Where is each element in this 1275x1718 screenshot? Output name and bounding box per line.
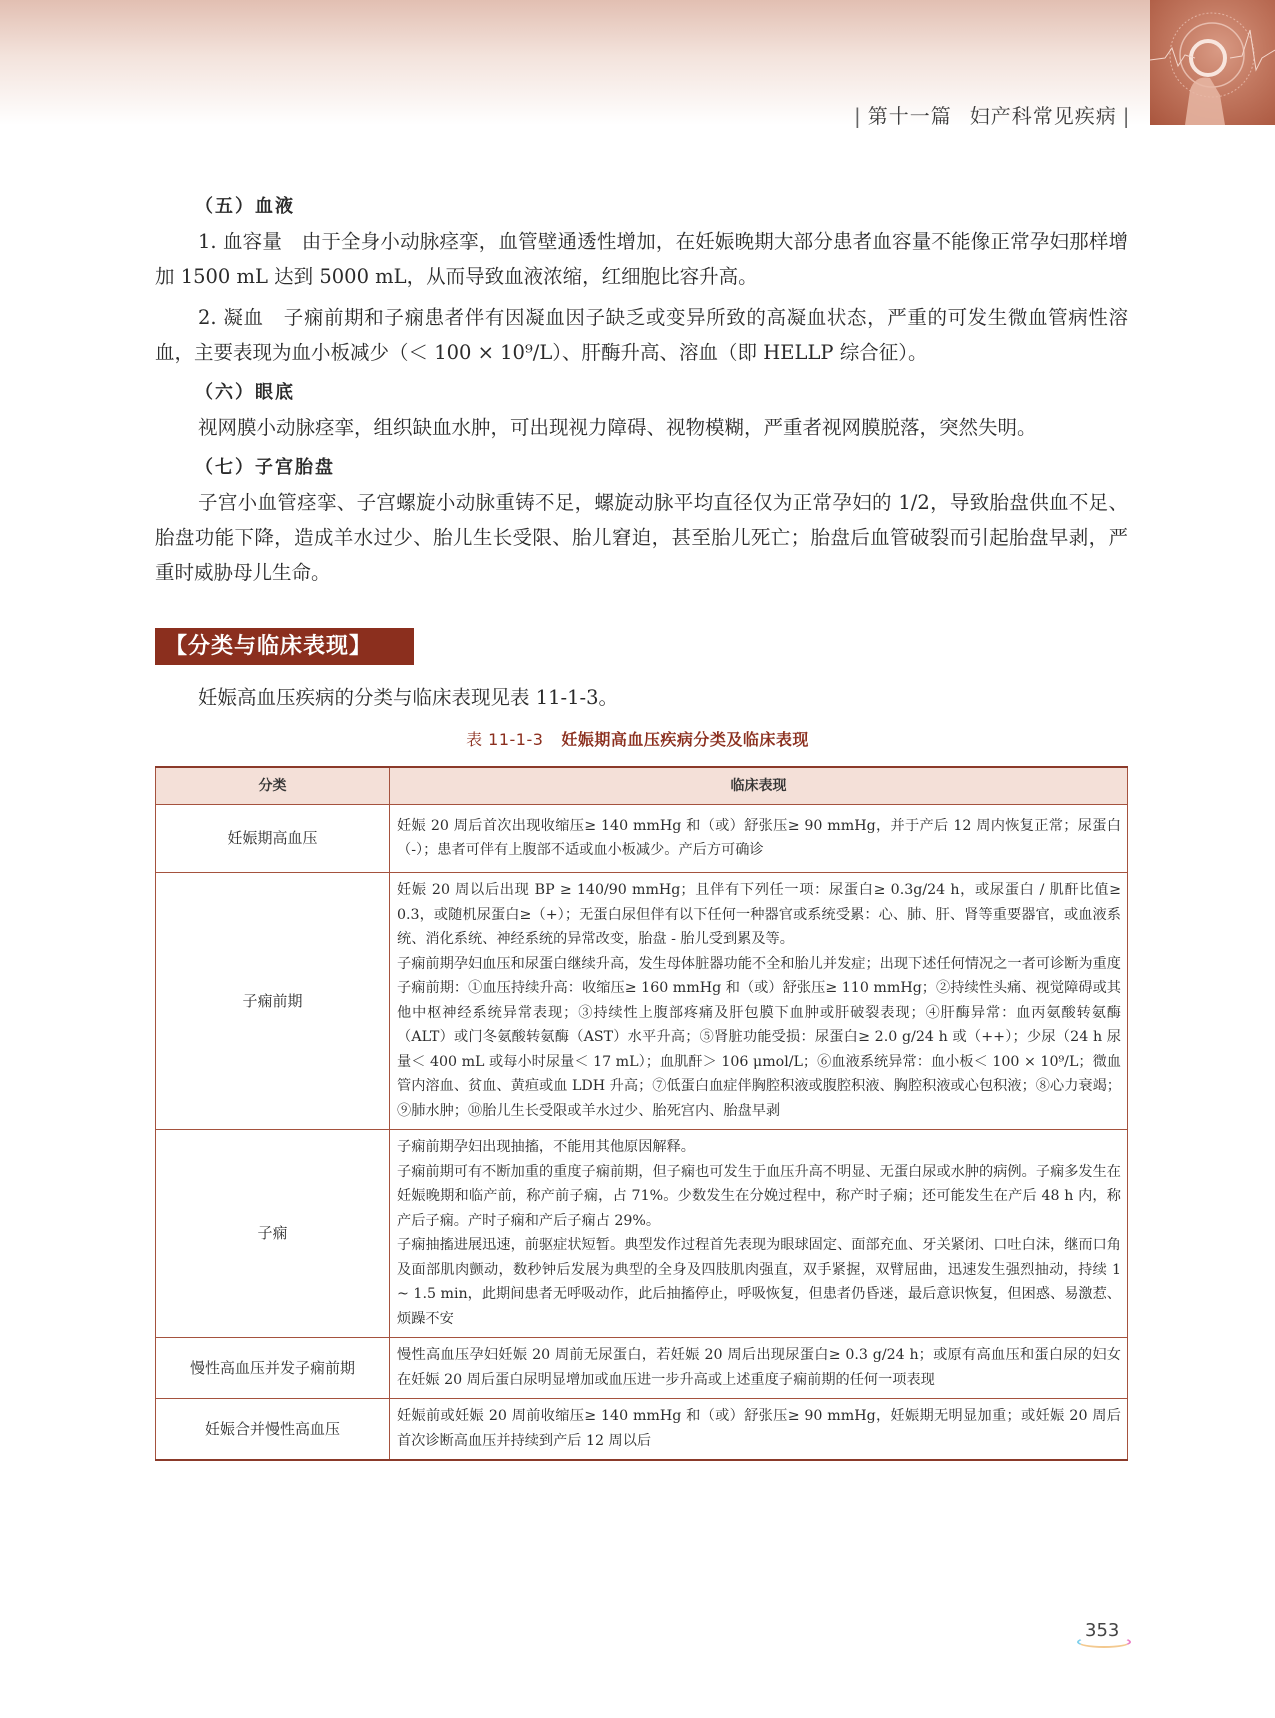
- row-description: [390, 1338, 1128, 1399]
- table-row: [156, 805, 1128, 873]
- body-text: [155, 190, 1128, 596]
- row-category: 子痫: [156, 1130, 390, 1338]
- running-head-title: 妇产科常见疾病: [969, 104, 1117, 128]
- classification-table: [155, 766, 1128, 1461]
- description-line: 妊娠 20 周以后出现 BP ≥ 140/90 mmHg；且伴有下列任一项：尿蛋白≥ 0.3g/24 h，或尿蛋白 / 肌酐比值≥ 0.3，或随机尿蛋白≥（+）；无蛋白尿但伴有以下任何一种器官或系统受累：心、肺、肝、肾等重要器官，或血液系统、消化系统、神经系统的异常改变，胎盘 - 胎儿受到累及等。: [397, 882, 1121, 947]
- description-line: 慢性高血压孕妇妊娠 20 周前无尿蛋白，若妊娠 20 周后出现尿蛋白≥ 0.3 g/24 h；或原有高血压和蛋白尿的妇女在妊娠 20 周后蛋白尿明显增加或血压进一步升高或上述重度子痫前期的任何一项表现: [397, 1347, 1121, 1388]
- paragraph: 1. 血容量 由于全身小动脉痉挛，血管壁通透性增加，在妊娠晚期大部分患者血容量不能像正常孕妇那样增加 1500 mL 达到 5000 mL，从而导致血液浓缩，红细胞比容升高。: [155, 230, 1128, 288]
- table-row: [156, 873, 1128, 1130]
- section-heading: （七）子宫胎盘: [195, 457, 335, 478]
- row-category: 妊娠合并慢性高血压: [156, 1399, 390, 1461]
- table-header-row: [156, 767, 1128, 805]
- running-head-part: 第十一篇: [867, 104, 952, 128]
- section-heading: （六）眼底: [195, 382, 295, 403]
- row-category: 慢性高血压并发子痫前期: [156, 1338, 390, 1399]
- table-title: 妊娠期高血压疾病分类及临床表现: [561, 730, 809, 749]
- row-category: 子痫前期: [156, 873, 390, 1130]
- section-heading: （五）血液: [195, 196, 295, 217]
- table-row: [156, 1130, 1128, 1338]
- description-line: 子痫抽搐进展迅速，前驱症状短暂。典型发作过程首先表现为眼球固定、面部充血、牙关紧闭、口吐白沫，继而口角及面部肌肉颤动，数秒钟后发展为典型的全身及四肢肌肉强直，双手紧握，双臂屈曲，迅速发生强烈抽动，持续 1 ~ 1.5 min，此期间患者无呼吸动作，此后抽搐停止，呼吸恢复，但患者仍昏迷，最后意识恢复，但困惑、易激惹、烦躁不安: [397, 1237, 1121, 1327]
- row-description: [390, 1130, 1128, 1338]
- paragraph: 子宫小血管痉挛、子宫螺旋小动脉重铸不足，螺旋动脉平均直径仅为正常孕妇的 1/2，导致胎盘供血不足、胎盘功能下降，造成羊水过少、胎儿生长受限、胎儿窘迫，甚至胎儿死亡；胎盘后血管破裂而引起胎盘早剥，严重时威胁母儿生命。: [155, 491, 1128, 584]
- description-line: 子痫前期孕妇出现抽搐，不能用其他原因解释。: [397, 1139, 695, 1155]
- paragraph: 2. 凝血 子痫前期和子痫患者伴有因凝血因子缺乏或变异所致的高凝血状态，严重的可发生微血管病性溶血，主要表现为血小板减少（＜ 100 × 10⁹/L）、肝酶升高、溶血（即 HELLP 综合征）。: [155, 306, 1128, 364]
- stethoscope-photo-icon: [1150, 0, 1275, 125]
- page-number: [1075, 1620, 1135, 1650]
- description-line: 子痫前期孕妇血压和尿蛋白继续升高，发生母体脏器功能不全和胎儿并发症；出现下述任何情况之一者可诊断为重度子痫前期：①血压持续升高：收缩压≥ 160 mmHg 和（或）舒张压≥ 110 mmHg；②持续性头痛、视觉障碍或其他中枢神经系统异常表现；③持续性上腹部疼痛及肝包膜下血肿或肝破裂表现；④肝酶异常：血丙氨酸转氨酶（ALT）或门冬氨酸转氨酶（AST）水平升高；⑤肾脏功能受损：尿蛋白≥ 2.0 g/24 h 或（++）；少尿（24 h 尿量＜ 400 mL 或每小时尿量＜ 17 mL）；血肌酐＞ 106 μmol/L；⑥血液系统异常：血小板＜ 100 × 10⁹/L；微血管内溶血、贫血、黄疸或血 LDH 升高；⑦低蛋白血症伴胸腔积液或腹腔积液、胸腔积液或心包积液；⑧心力衰竭；⑨肺水肿；⑩胎儿生长受限或羊水过少、胎死宫内、胎盘早剥: [397, 955, 1121, 1119]
- row-category: 妊娠期高血压: [156, 805, 390, 873]
- row-description: [390, 873, 1128, 1130]
- table-caption: [0, 727, 1275, 750]
- running-head-divider: |: [854, 104, 862, 128]
- table-row: [156, 1338, 1128, 1399]
- header-manifestation: 临床表现: [390, 767, 1128, 805]
- intro-text: 妊娠高血压疾病的分类与临床表现见表 11-1-3。: [198, 686, 619, 709]
- running-head: [848, 100, 1137, 130]
- running-head-divider: |: [1122, 104, 1131, 128]
- description-line: 妊娠前或妊娠 20 周前收缩压≥ 140 mmHg 和（或）舒张压≥ 90 mmHg，妊娠期无明显加重；或妊娠 20 周后首次诊断高血压并持续到产后 12 周以后: [397, 1408, 1121, 1449]
- paragraph: 视网膜小动脉痉挛，组织缺血水肿，可出现视力障碍、视物模糊，严重者视网膜脱落，突然失明。: [198, 416, 1037, 439]
- description-line: 妊娠 20 周后首次出现收缩压≥ 140 mmHg 和（或）舒张压≥ 90 mmHg，并于产后 12 周内恢复正常；尿蛋白（-）；患者可伴有上腹部不适或血小板减少。产后方可确诊: [397, 817, 1121, 858]
- row-description: [390, 805, 1128, 873]
- description-line: 子痫前期可有不断加重的重度子痫前期，但子痫也可发生于血压升高不明显、无蛋白尿或水肿的病例。子痫多发生在妊娠晚期和临产前，称产前子痫，占 71%。少数发生在分娩过程中，称产时子痫；还可能发生在产后 48 h 内，称产后子痫。产时子痫和产后子痫占 29%。: [397, 1163, 1121, 1229]
- table-row: [156, 1399, 1128, 1461]
- table-number: 表 11-1-3: [466, 730, 544, 749]
- row-description: [390, 1399, 1128, 1461]
- page-number-text: 353: [1085, 1620, 1120, 1641]
- section-banner: 【分类与临床表现】: [155, 628, 414, 665]
- header-category: 分类: [156, 767, 390, 805]
